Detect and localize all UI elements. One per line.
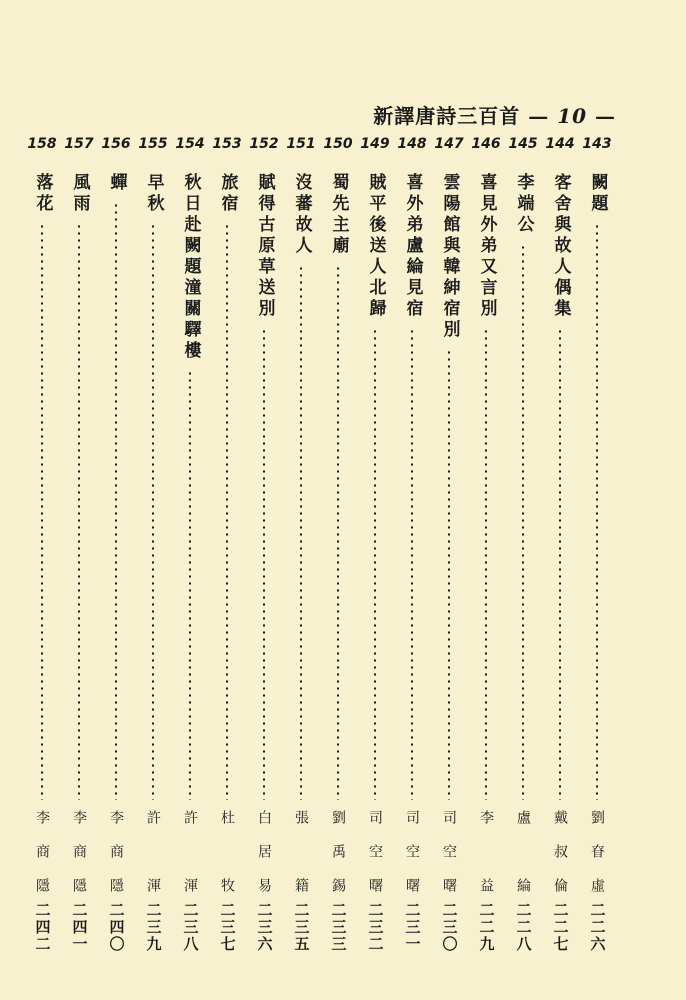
entry-title: 李端公 [513, 173, 534, 236]
entry-author: 李商隱 [34, 810, 50, 892]
entry-number: 147 [434, 136, 464, 152]
entry-author: 李益 [478, 810, 494, 892]
entry-page: 二四一 [70, 902, 89, 953]
entry-number: 156 [101, 136, 131, 152]
dot-leader [448, 349, 450, 800]
entry-page: 二三五 [292, 902, 311, 953]
dot-leader [152, 223, 154, 800]
entry-number: 145 [508, 136, 538, 152]
toc-entry-147 [432, 133, 466, 953]
entry-page: 二三〇 [440, 902, 459, 953]
entry-author: 戴叔倫 [552, 810, 568, 892]
entry-title: 蟬 [106, 173, 127, 194]
dot-leader [522, 244, 524, 800]
toc-entry-143 [580, 133, 614, 953]
toc-entry-151 [284, 133, 318, 953]
toc-entry-146 [469, 133, 503, 953]
dot-leader [411, 328, 413, 800]
toc-entry-155 [136, 133, 170, 953]
dot-leader [226, 223, 228, 800]
dot-leader [78, 223, 80, 800]
toc-entry-144 [543, 133, 577, 953]
toc-entry-145 [506, 133, 540, 953]
entry-author: 杜牧 [219, 810, 235, 892]
dot-leader [337, 265, 339, 800]
entry-author: 李商隱 [71, 810, 87, 892]
toc-entry-157 [62, 133, 96, 953]
entry-title: 沒蕃故人 [291, 173, 312, 257]
dot-leader [115, 202, 117, 800]
entry-page: 二三三 [329, 902, 348, 953]
entry-number: 154 [175, 136, 205, 152]
dot-leader [300, 265, 302, 800]
entry-number: 152 [249, 136, 279, 152]
dot-leader [189, 370, 191, 800]
entry-title: 喜見外弟又言別 [476, 173, 497, 320]
toc-entry-158 [25, 133, 59, 953]
entry-title: 喜外弟盧綸見宿 [402, 173, 423, 320]
entry-page: 二三八 [181, 902, 200, 953]
entry-title: 闕題 [587, 173, 608, 215]
entry-page: 二二八 [514, 902, 533, 953]
entry-page: 二三七 [218, 902, 237, 953]
entry-author: 許渾 [182, 810, 198, 892]
entry-number: 157 [64, 136, 94, 152]
entry-author: 劉眘虛 [589, 810, 605, 892]
entry-author: 許渾 [145, 810, 161, 892]
entry-page: 二二九 [477, 902, 496, 953]
entry-page: 二二七 [551, 902, 570, 953]
dot-leader [485, 328, 487, 800]
dash-right: — [595, 104, 616, 128]
entry-author: 盧綸 [515, 810, 531, 892]
entry-author: 司空曙 [367, 810, 383, 892]
entry-title: 風雨 [69, 173, 90, 215]
dot-leader [263, 328, 265, 800]
entry-page: 二三六 [255, 902, 274, 953]
entry-title: 旅宿 [217, 173, 238, 215]
entry-page: 二三九 [144, 902, 163, 953]
entry-title: 秋日赴闕題潼關驛樓 [180, 173, 201, 362]
toc-entry-154 [173, 133, 207, 953]
toc-entry-153 [210, 133, 244, 953]
dot-leader [374, 328, 376, 800]
entry-title: 賦得古原草送別 [254, 173, 275, 320]
entry-number: 148 [397, 136, 427, 152]
entry-number: 150 [323, 136, 353, 152]
entry-number: 158 [27, 136, 57, 152]
entry-title: 雲陽館與韓紳宿別 [439, 173, 460, 341]
toc-entry-152 [247, 133, 281, 953]
entry-title: 賊平後送人北歸 [365, 173, 386, 320]
entry-page: 二三一 [403, 902, 422, 953]
toc-entry-150 [321, 133, 355, 953]
toc-entry-149 [358, 133, 392, 953]
entry-title: 落花 [32, 173, 53, 215]
entry-author: 張籍 [293, 810, 309, 892]
entry-number: 155 [138, 136, 168, 152]
entry-author: 劉禹錫 [330, 810, 346, 892]
page-number: 10 [557, 104, 588, 128]
running-title: 新譯唐詩三百首 [373, 104, 521, 128]
entry-page: 二二六 [588, 902, 607, 953]
entry-title: 蜀先主廟 [328, 173, 349, 257]
entry-title: 客舍與故人偶集 [550, 173, 571, 320]
entry-page: 二三二 [366, 902, 385, 953]
entry-number: 151 [286, 136, 316, 152]
entry-number: 146 [471, 136, 501, 152]
entry-number: 149 [360, 136, 390, 152]
entry-author: 司空曙 [404, 810, 420, 892]
dash-left: — [528, 104, 550, 128]
entry-author: 白居易 [256, 810, 272, 892]
dot-leader [596, 223, 598, 800]
dot-leader [41, 223, 43, 800]
entry-number: 153 [212, 136, 242, 152]
entry-page: 二四〇 [107, 902, 126, 953]
dot-leader [559, 328, 561, 800]
entry-author: 司空曙 [441, 810, 457, 892]
entry-title: 早秋 [143, 173, 164, 215]
toc-entry-148 [395, 133, 429, 953]
entry-author: 李商隱 [108, 810, 124, 892]
entry-number: 144 [545, 136, 575, 152]
entry-page: 二四二 [33, 902, 52, 953]
running-header [373, 100, 616, 129]
toc-entry-156 [99, 133, 133, 953]
entry-number: 143 [582, 136, 612, 152]
